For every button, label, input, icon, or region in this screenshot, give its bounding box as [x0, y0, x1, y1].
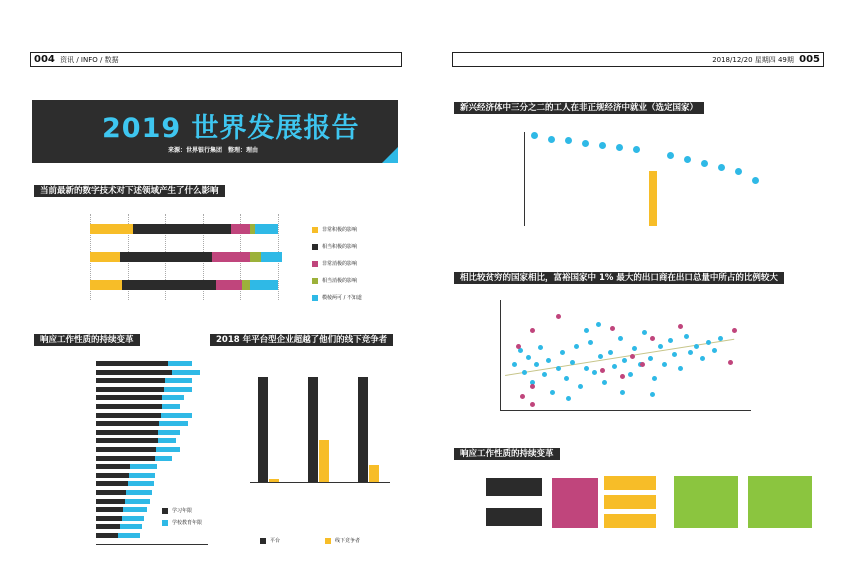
legend-label: 相当消极的影响 — [322, 278, 358, 284]
data-point — [648, 356, 653, 361]
data-point — [612, 364, 617, 369]
offline-bar — [369, 465, 379, 482]
data-point — [694, 344, 699, 349]
data-point — [608, 350, 613, 355]
labeled-point — [516, 344, 521, 349]
legend-swatch — [162, 508, 168, 514]
legend-item — [162, 507, 192, 514]
legend-swatch — [312, 244, 318, 250]
dark-bar — [96, 481, 128, 486]
legend-swatch — [325, 538, 331, 544]
data-point — [598, 354, 603, 359]
data-point — [596, 322, 601, 327]
offline-bar — [319, 440, 329, 482]
bar-segment — [122, 280, 216, 290]
x-axis — [96, 544, 208, 545]
labeled-point — [600, 368, 605, 373]
dark-bar — [96, 533, 118, 538]
legend-item — [312, 294, 362, 301]
bar-segment — [133, 224, 231, 234]
social-box — [674, 476, 738, 528]
bar-segment — [250, 252, 261, 262]
bar-segment — [261, 252, 282, 262]
data-point — [672, 352, 677, 357]
exporters-scatter — [452, 290, 824, 440]
x-axis — [250, 482, 390, 483]
data-point — [588, 340, 593, 345]
data-point — [618, 336, 623, 341]
data-point — [556, 366, 561, 371]
dark-bar — [96, 413, 161, 418]
data-point — [566, 396, 571, 401]
y-axis-label — [498, 140, 508, 220]
data-point — [700, 356, 705, 361]
legend-label: 学校教育年限 — [172, 520, 203, 526]
labeled-point — [732, 328, 737, 333]
policy-item-box — [604, 514, 656, 528]
dark-bar — [96, 387, 164, 392]
dark-bar — [96, 464, 130, 469]
data-point — [628, 372, 633, 377]
sec1-heading: 当前最新的数字技术对下述领域产生了什么影响 — [34, 185, 225, 197]
data-point — [658, 344, 663, 349]
legend-swatch — [312, 278, 318, 284]
legend-item — [312, 277, 357, 284]
legend-swatch — [312, 261, 318, 267]
data-point — [632, 346, 637, 351]
data-point — [684, 334, 689, 339]
sec2-heading: 响应工作性质的持续变革 — [34, 334, 140, 346]
legend-swatch — [312, 295, 318, 301]
legend-label: 学习年限 — [172, 508, 193, 514]
labeled-point — [530, 402, 535, 407]
data-point — [526, 355, 531, 360]
data-point — [584, 366, 589, 371]
legend-item — [312, 226, 357, 233]
labeled-point — [610, 326, 615, 331]
legend-swatch — [162, 520, 168, 526]
legend-item — [162, 519, 202, 526]
bar-segment — [120, 252, 212, 262]
labeled-point — [530, 384, 535, 389]
goal-box — [748, 476, 812, 528]
report-title: 2019 世界发展报告 — [102, 113, 360, 144]
policy-diagram — [452, 462, 824, 552]
issue-date: 2018/12/20 星期四 49期 — [712, 56, 794, 64]
schooling-chart — [30, 357, 205, 552]
platform-bar — [358, 377, 368, 482]
data-point — [584, 328, 589, 333]
bar-segment — [212, 252, 250, 262]
legend-label: 非常积极的影响 — [322, 227, 358, 233]
sec4-heading: 新兴经济体中三分之二的工人在非正规经济中就业（选定国家） — [454, 102, 704, 114]
data-point — [550, 390, 555, 395]
legend-item — [312, 243, 357, 250]
skills-box — [486, 478, 542, 496]
data-point — [678, 366, 683, 371]
policy-item-box — [604, 495, 656, 509]
labeled-point — [678, 324, 683, 329]
source-line: 来源：世界银行集团 整理：理由 — [168, 147, 259, 154]
data-point — [546, 358, 551, 363]
data-point — [684, 156, 691, 163]
legend-item — [260, 537, 280, 544]
data-point — [522, 370, 527, 375]
data-point — [688, 350, 693, 355]
data-point — [667, 152, 674, 159]
dark-bar — [96, 456, 155, 461]
business-box — [486, 508, 542, 526]
left-breadcrumb: 资讯 / INFO / 数据 — [60, 56, 119, 64]
labeled-point — [520, 394, 525, 399]
dark-bar — [96, 507, 123, 512]
left-page-number: 004 — [34, 54, 55, 65]
data-point — [622, 358, 627, 363]
data-point — [548, 136, 555, 143]
data-point — [662, 362, 667, 367]
platform-bar — [258, 377, 268, 482]
dark-bar — [96, 404, 162, 409]
labeled-point — [556, 314, 561, 319]
data-point — [718, 164, 725, 171]
left-page — [30, 52, 402, 552]
data-point — [534, 362, 539, 367]
data-point — [560, 350, 565, 355]
right-page-number: 005 — [799, 54, 820, 65]
dark-bar — [96, 516, 122, 521]
data-point — [633, 146, 640, 153]
legend-label: 平台 — [270, 538, 281, 544]
data-point — [620, 390, 625, 395]
bar-segment — [90, 252, 120, 262]
dark-bar — [96, 524, 120, 529]
data-point — [616, 144, 623, 151]
legend-label: 模棱两可 / 不知道 — [322, 295, 362, 301]
labeled-point — [630, 354, 635, 359]
legend-label: 相当积极的影响 — [322, 244, 358, 250]
data-point — [542, 372, 547, 377]
legend-item — [312, 260, 357, 267]
data-point — [650, 392, 655, 397]
dark-bar — [96, 499, 125, 504]
data-point — [706, 340, 711, 345]
data-point — [574, 344, 579, 349]
legend-label: 非常消极的影响 — [322, 261, 358, 267]
y-axis — [524, 132, 525, 226]
right-page — [452, 52, 824, 552]
data-point — [565, 137, 572, 144]
data-point — [582, 140, 589, 147]
labeled-point — [728, 360, 733, 365]
informal-workers-chart — [452, 120, 824, 260]
sec5-heading: 相比较贫穷的国家相比，富裕国家中 1% 最大的出口商在出口总量中所占的比例较大 — [454, 272, 784, 284]
dark-bar — [96, 438, 158, 443]
platform-chart — [210, 357, 402, 552]
labeled-point — [650, 336, 655, 341]
bar-segment — [242, 280, 250, 290]
bar-segment — [216, 280, 242, 290]
bar-segment — [231, 224, 250, 234]
bar-segment — [90, 280, 122, 290]
data-point — [642, 330, 647, 335]
labeled-point — [530, 328, 535, 333]
legend-swatch — [312, 227, 318, 233]
dark-bar — [96, 490, 126, 495]
y-axis-label — [212, 387, 236, 497]
dark-bar — [96, 421, 159, 426]
title-banner — [32, 100, 398, 163]
sec3-heading: 2018 年平台型企业超越了他们的线下竞争者 — [210, 334, 393, 346]
y-axis-label — [460, 298, 480, 408]
bar-segment — [255, 224, 278, 234]
offline-bar — [269, 479, 279, 482]
data-point — [564, 376, 569, 381]
data-point — [701, 160, 708, 167]
dark-bar — [96, 378, 165, 383]
data-point — [512, 362, 517, 367]
data-point — [752, 177, 759, 184]
data-point — [602, 380, 607, 385]
data-point — [652, 376, 657, 381]
left-page-header — [30, 52, 402, 67]
dark-bar — [96, 361, 168, 366]
dark-bar — [96, 473, 129, 478]
platform-bar — [308, 377, 318, 482]
labeled-point — [640, 362, 645, 367]
data-point — [538, 345, 543, 350]
bar-segment — [250, 280, 278, 290]
dark-bar — [96, 430, 158, 435]
data-point — [592, 370, 597, 375]
data-point — [599, 142, 606, 149]
dark-bar — [96, 395, 162, 400]
corner-triangle-icon — [382, 147, 398, 163]
legend-item — [325, 537, 360, 544]
data-point — [668, 338, 673, 343]
data-point — [531, 132, 538, 139]
dark-bar — [96, 370, 172, 375]
data-point — [735, 168, 742, 175]
data-point — [718, 336, 723, 341]
data-point — [570, 360, 575, 365]
policy-item-box — [604, 476, 656, 490]
labeled-point — [620, 374, 625, 379]
policy-box — [552, 478, 598, 528]
highlight-bar — [649, 171, 657, 226]
sec6-heading: 响应工作性质的持续变革 — [454, 448, 560, 460]
bar-segment — [90, 224, 133, 234]
dark-bar — [96, 447, 156, 452]
data-point — [578, 384, 583, 389]
right-page-header — [452, 52, 824, 67]
legend-swatch — [260, 538, 266, 544]
data-point — [712, 348, 717, 353]
legend-label: 线下竞争者 — [335, 538, 361, 544]
